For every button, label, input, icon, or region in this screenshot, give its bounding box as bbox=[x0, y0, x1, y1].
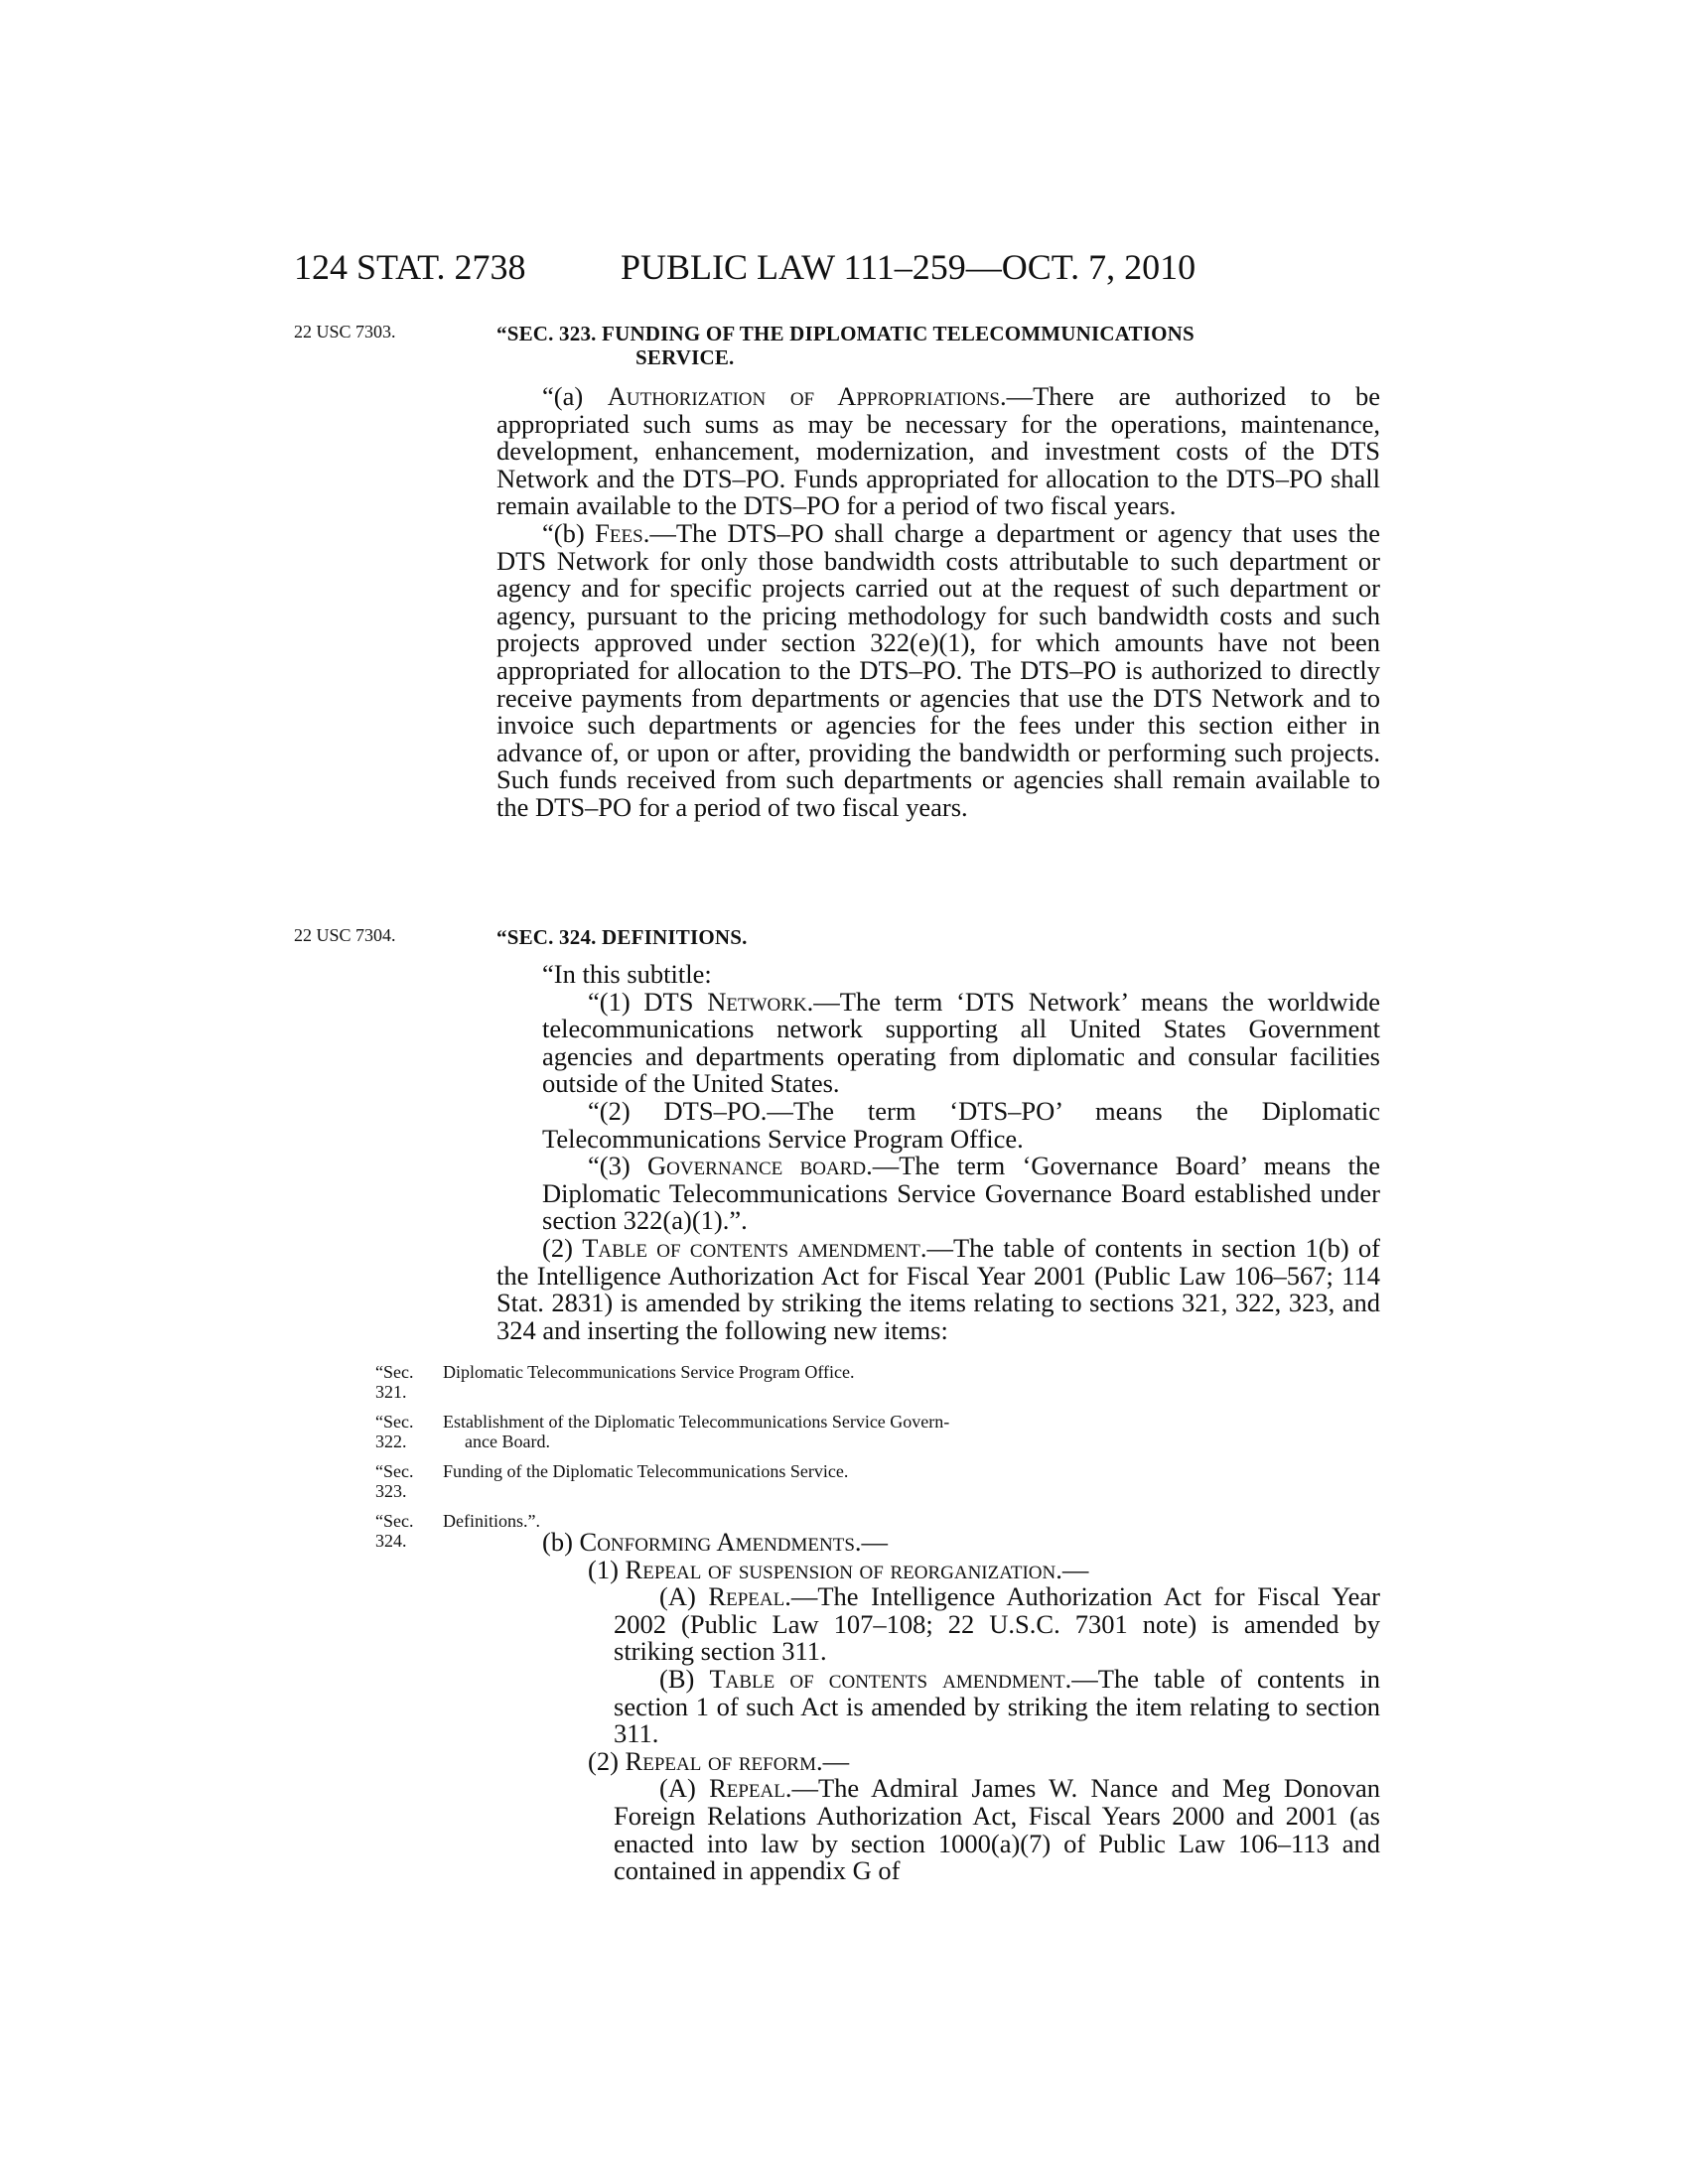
toc-amendment-paragraph bbox=[496, 1232, 1381, 1345]
conforming-amendments-body bbox=[496, 1529, 1380, 1885]
toc-amendment-text: .—The table of contents in section 1(b) of the Intelligence Authorization Act for Fiscal Year 2001 (Public Law 106–567; 114 Stat. 2831) is amended by striking the items relating to sections 321, 322, 323, and 324 and inserting the following new items: bbox=[496, 1232, 1381, 1345]
subsection-b-heading: Fees bbox=[595, 517, 643, 548]
toc-item-323 bbox=[375, 1461, 1380, 1501]
subsection-b-paragraph bbox=[496, 517, 1381, 822]
definition-1-number: “(1) bbox=[588, 986, 644, 1017]
toc-amendment-number: (2) bbox=[542, 1232, 583, 1263]
repeal-a-text: .—The Intelligence Authorization Act for Fiscal Year 2002 (Public Law 107–108; 22 U.S.C. 7301 note) is amended by striking section 311. bbox=[614, 1581, 1380, 1667]
margin-note-usc-7304: 22 USC 7304. bbox=[294, 925, 396, 945]
repeal-b-heading: Table of contents amendment bbox=[709, 1663, 1065, 1694]
toc-item-number: “Sec. 321. bbox=[375, 1362, 414, 1402]
repeal-suspension-dash: .— bbox=[1055, 1554, 1089, 1584]
repeal-reform-a-number: (A) bbox=[659, 1773, 710, 1804]
definition-1-paragraph bbox=[542, 986, 1380, 1099]
subsection-a-text: .—There are authorized to be appropriated such sums as may be necessary for the operations, maintenance, development, enhancement, modernization, and investment costs of the DTS Network and the DTS–PO. Funds appropriated for allocation to the DTS–PO shall remain available to the DTS–PO for a period of two fiscal years. bbox=[496, 381, 1380, 521]
repeal-a-paragraph bbox=[614, 1583, 1380, 1666]
toc-item-321 bbox=[375, 1362, 1380, 1402]
subsection-a-heading: Authorization of Appropriations bbox=[607, 381, 1000, 411]
repeal-a-heading: Repeal bbox=[708, 1581, 785, 1612]
toc-item-title-continuation: ance Board. bbox=[465, 1432, 550, 1451]
repeal-reform-a-paragraph bbox=[614, 1775, 1380, 1884]
repeal-reform-dash: .— bbox=[815, 1745, 850, 1776]
definition-2-paragraph bbox=[542, 1095, 1380, 1154]
subsection-a-number: “(a) bbox=[542, 381, 608, 411]
toc-item-title: Funding of the Diplomatic Telecommunications Service. bbox=[443, 1461, 849, 1481]
repeal-b-number: (B) bbox=[659, 1663, 710, 1694]
running-header-title: PUBLIC LAW 111–259—OCT. 7, 2010 bbox=[621, 247, 1196, 287]
repeal-suspension-title: Repeal of suspension of reorganization bbox=[625, 1554, 1056, 1584]
repeal-suspension-heading bbox=[542, 1554, 1380, 1584]
repeal-reform-heading bbox=[542, 1745, 1380, 1776]
subsection-b-number: “(b) bbox=[542, 517, 596, 548]
toc-amendment-heading: Table of contents amendment bbox=[582, 1232, 920, 1263]
toc-item-number: “Sec. 323. bbox=[375, 1461, 414, 1501]
toc-item-322 bbox=[375, 1412, 1380, 1451]
definitions-intro: “In this subtitle: bbox=[542, 959, 712, 989]
section-323-heading bbox=[496, 322, 1380, 369]
section-324-heading: “SEC. 324. DEFINITIONS. bbox=[496, 925, 748, 949]
toc-item-title: Diplomatic Telecommunications Service Program Office. bbox=[443, 1362, 855, 1382]
conforming-dash: .— bbox=[854, 1527, 889, 1557]
definition-3-text: .—The term ‘Governance Board’ means the Diplomatic Telecommunications Service Governance Board established under section 322(a)(1).”. bbox=[542, 1151, 1381, 1236]
conforming-amendments-heading bbox=[496, 1529, 1380, 1557]
definition-3-paragraph bbox=[542, 1153, 1380, 1235]
repeal-reform-a-text: .—The Admiral James W. Nance and Meg Donovan Foreign Relations Authorization Act, Fiscal Years 2000 and 2001 (as enacted into law by section 1000(a)(7) of Public Law 106–113 and contained in appendix G of bbox=[614, 1773, 1380, 1886]
toc-item-title: Definitions.”. bbox=[443, 1511, 540, 1531]
section-324-body bbox=[496, 961, 1380, 1344]
toc-item-title-line1: Establishment of the Diplomatic Telecommunications Service Govern- bbox=[443, 1412, 950, 1432]
page-stat-citation: 124 STAT. 2738 bbox=[294, 247, 526, 287]
subsection-b-text: .—The DTS–PO shall charge a department or agency that uses the DTS Network for only those bandwidth costs attributable to such department or agency and for specific projects carried out at the request of such department or agency, pursuant to the pricing methodology for such bandwidth costs and such projects approved under section 322(e)(1), for which amounts have not been appropriated for allocation to the DTS–PO. The DTS–PO is authorized to directly receive payments from departments or agencies that use the DTS Network and to invoice such departments or agencies for the fees under this section either in advance of, or upon or after, providing the bandwidth or performing such projects. Such funds received from such departments or agencies shall remain available to the DTS–PO for a period of two fiscal years. bbox=[496, 517, 1381, 822]
definition-2-text: .—The term ‘DTS–PO’ means the Diplomatic Telecommunications Service Program Office. bbox=[542, 1095, 1380, 1154]
toc-item-number: “Sec. 324. bbox=[375, 1511, 414, 1551]
repeal-reform-title: Repeal of reform bbox=[625, 1745, 816, 1776]
toc-item-number: “Sec. 322. bbox=[375, 1412, 414, 1451]
repeal-reform-number: (2) bbox=[588, 1745, 626, 1776]
definition-1-heading: DTS Network bbox=[643, 986, 807, 1017]
repeal-b-text: .—The table of contents in section 1 of such Act is amended by striking the item relating to section 311. bbox=[614, 1663, 1381, 1749]
repeal-b-paragraph bbox=[614, 1663, 1381, 1749]
toc-item-title bbox=[443, 1412, 1380, 1451]
conforming-number: (b) bbox=[542, 1527, 580, 1557]
repeal-suspension-number: (1) bbox=[588, 1554, 626, 1584]
definition-2-heading: DTS–PO bbox=[663, 1095, 761, 1126]
margin-note-usc-7303: 22 USC 7303. bbox=[294, 322, 396, 341]
conforming-heading: Conforming Amendments bbox=[579, 1527, 855, 1557]
section-323-heading-line1: “SEC. 323. FUNDING OF THE DIPLOMATIC TELECOMMUNICATIONS bbox=[496, 322, 1195, 345]
definition-3-heading: Governance board bbox=[646, 1151, 867, 1181]
repeal-reform-a-heading: Repeal bbox=[709, 1773, 785, 1804]
definition-3-number: “(3) bbox=[588, 1151, 647, 1181]
subsection-a-paragraph bbox=[496, 383, 1380, 520]
repeal-a-number: (A) bbox=[659, 1581, 709, 1612]
definition-2-number: “(2) bbox=[588, 1095, 664, 1126]
section-323-heading-line2: SERVICE. bbox=[635, 345, 735, 369]
definition-1-text: .—The term ‘DTS Network’ means the worldwide telecommunications network supporting all United States Government agencies and departments operating from diplomatic and consular facilities outside of the United States. bbox=[542, 986, 1380, 1099]
section-323-body bbox=[496, 383, 1380, 822]
